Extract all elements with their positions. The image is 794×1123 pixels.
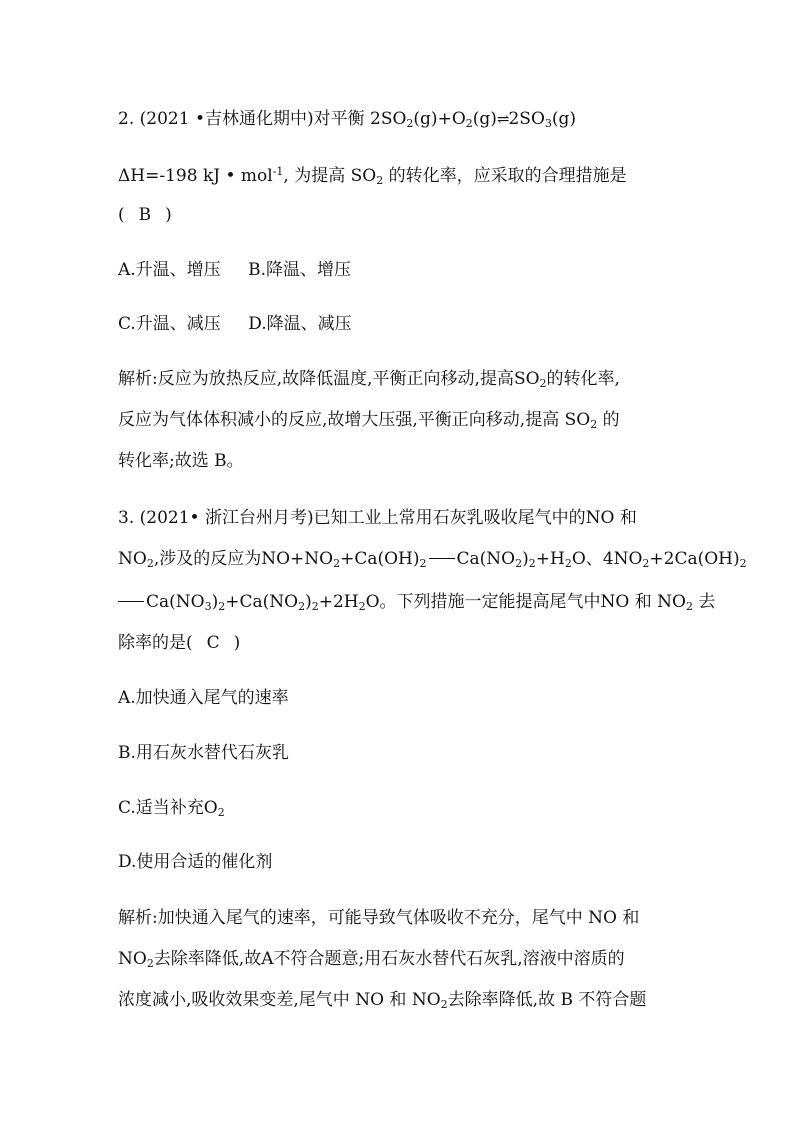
q3-stem-line4: 除率的是( C ): [118, 633, 241, 653]
q2-options-cd: [118, 312, 352, 336]
q3-stem-line2: $NO_2$,涉及的反应为$NO+NO_2+Ca(OH)_2$ $Ca(NO_2)_2+H_2O$、$4NO_2+2Ca(OH)_2$: [118, 549, 747, 570]
q3-option-b: B.用石灰水替代石灰乳: [118, 743, 289, 763]
q2-explanation-line2: 反应为气体体积减小的反应,故增大压强,平衡正向移动,提高 $SO_2$ 的: [118, 410, 620, 431]
q2-option-c: C.升温、减压: [118, 314, 221, 334]
q3-option-d: D.使用合适的催化剂: [118, 852, 273, 872]
q2-explanation-line3: 转化率;故选 B。: [118, 451, 244, 471]
q2-option-a: A.升温、增压: [118, 260, 221, 280]
q2-option-d: D.降温、减压: [248, 314, 352, 334]
q3-option-a: A.加快通入尾气的速率: [118, 688, 289, 708]
q2-source: (2021 •吉林通化期中): [139, 109, 314, 129]
q3-explanation-line3: 浓度减小,吸收效果变差,尾气中 NO 和 $NO_2$去除率降低,故 B 不符合题: [118, 990, 647, 1011]
equilibrium-arrow: ⇌: [496, 110, 509, 128]
q3-explanation-line2: $NO_2$去除率降低,故A不符合题意;用石灰水替代石灰乳,溶液中溶质的: [118, 949, 625, 970]
q3-option-c: C.适当补充$O_2$: [118, 798, 225, 819]
q2-number: 2.: [118, 109, 135, 129]
reaction-equals-line: [429, 558, 455, 559]
q2-answer: B: [138, 205, 152, 225]
q3-stem-line1: 3. (2021• 浙江台州月考)已知工业上常用石灰乳吸收尾气中的NO 和: [118, 508, 637, 528]
reaction-equals-line: [118, 601, 144, 602]
q3-stem-line3: $Ca(NO_3)_2+Ca(NO_2)_2+2H_2O$。下列措施一定能提高尾气中NO 和 $NO_2$ 去: [118, 590, 715, 619]
q2-options-ab: [118, 258, 351, 282]
q3-answer: C: [206, 633, 220, 653]
q2-answer-line: ( B ): [118, 205, 172, 225]
q3-source: (2021• 浙江台州月考): [139, 508, 314, 528]
q2-option-b: B.降温、增压: [248, 260, 351, 280]
q2-stem-line2: ΔH=-198 kJ • mol$^{-1}$, 为提高 $SO_2$ 的转化率，应采取的合理措施是: [118, 165, 627, 187]
q3-number: 3.: [118, 508, 135, 528]
q2-stem-line1: 2. (2021 •吉林通化期中)对平衡 $2SO_2(g)+O_2(g)\rightleftharpoons 2SO_3(g)$: [118, 109, 577, 130]
q3-explanation-line1: 解析:加快通入尾气的速率，可能导致气体吸收不充分，尾气中 NO 和: [118, 908, 640, 928]
q2-explanation-line1: 解析:反应为放热反应,故降低温度,平衡正向移动,提高$SO_2$的转化率,: [118, 369, 620, 390]
